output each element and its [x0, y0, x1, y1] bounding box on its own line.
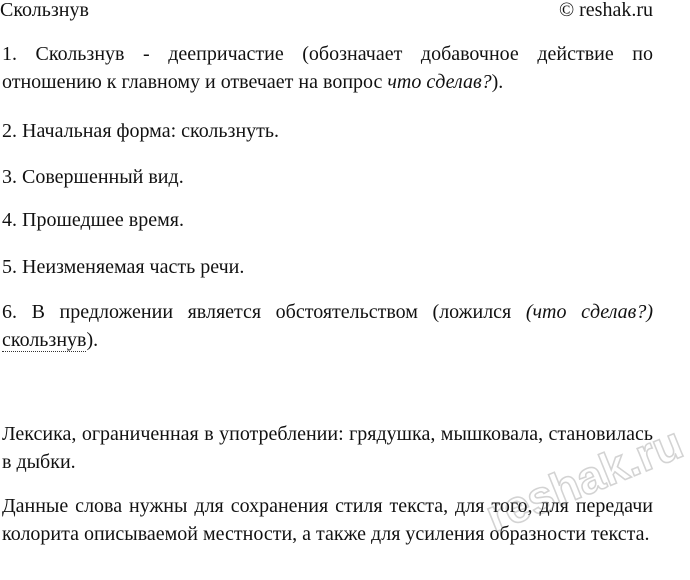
- item-6-text: 6. В предложении является обстоятельством (ложился: [2, 301, 526, 323]
- item-1-text: 1. Скользнув - деепричастие (обозначает добавочное действие по отношению к главному и отвечает на вопрос: [2, 43, 653, 93]
- item-5: 5. Неизменяемая часть речи.: [2, 256, 245, 278]
- item-1: [2, 40, 653, 96]
- item-4: 4. Прошедшее время.: [2, 209, 184, 231]
- document-title: Скользнув: [0, 0, 89, 21]
- item-6-question: (что сделав?): [525, 301, 653, 323]
- item-3: 3. Совершенный вид.: [2, 166, 184, 188]
- watermark-text: reshak.ru: [478, 416, 690, 542]
- item-6-end: ).: [86, 329, 99, 351]
- item-1-end: ).: [491, 71, 504, 93]
- lexis-paragraph: Лексика, ограниченная в употреблении: грядушка, мышковала, становилась в дыбки.: [2, 423, 653, 473]
- item-6: [2, 298, 653, 354]
- item-6-underlined-word: скользнув: [2, 329, 87, 351]
- item-2: 2. Начальная форма: скользнуть.: [2, 120, 280, 142]
- copyright-label: © reshak.ru: [558, 0, 653, 21]
- item-1-question: что сделав?: [387, 71, 492, 93]
- purpose-paragraph: Данные слова нужны для сохранения стиля текста, для того, для передачи колорита описываемой местности, а также для усиления образности текста.: [2, 495, 653, 545]
